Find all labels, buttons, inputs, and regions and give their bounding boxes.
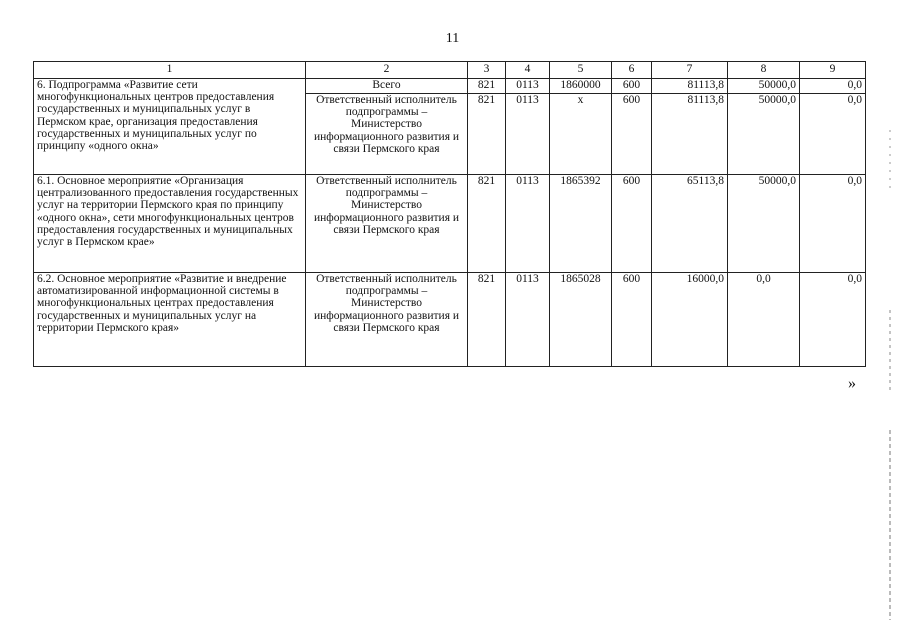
section-code-cell: 0113: [506, 273, 550, 367]
header-cell: 3: [468, 62, 506, 79]
amount-cell: 0,0: [800, 273, 866, 367]
amount-cell: 0,0: [800, 175, 866, 273]
amount-cell: 50000,0: [728, 94, 800, 175]
page-number: 11: [445, 31, 460, 46]
amount-cell: 81113,8: [652, 94, 728, 175]
target-code-cell: 1865392: [550, 175, 612, 273]
header-row: [34, 62, 866, 79]
amount-cell: 81113,8: [652, 79, 728, 94]
admin-code-cell: 821: [468, 94, 506, 175]
target-code-cell: 1860000: [550, 79, 612, 94]
program-name-cell: 6. Подпрограмма «Развитие сети многофункциональных центров предоставления государственных и муниципальных услуг в Пермском крае, организация предоставления государственных и муниципальных услуг по принципу «одного окна»: [34, 79, 306, 175]
executor-cell: Всего: [306, 79, 468, 94]
table-row: [34, 273, 866, 367]
amount-cell: 50000,0: [728, 175, 800, 273]
budget-table: [33, 61, 866, 367]
closing-quote: »: [848, 375, 856, 392]
header-cell: 6: [612, 62, 652, 79]
activity-name-cell: 6.2. Основное мероприятие «Развитие и внедрение автоматизированной информационной системы в многофункциональных центрах предоставления государственных и муниципальных услуг на территории Пермского края»: [34, 273, 306, 367]
admin-code-cell: 821: [468, 79, 506, 94]
section-code-cell: 0113: [506, 79, 550, 94]
header-cell: 8: [728, 62, 800, 79]
header-cell: 9: [800, 62, 866, 79]
amount-cell: 50000,0: [728, 79, 800, 94]
amount-cell: 0,0: [728, 273, 800, 367]
amount-cell: 16000,0: [652, 273, 728, 367]
expense-type-cell: 600: [612, 175, 652, 273]
header-cell: 2: [306, 62, 468, 79]
section-code-cell: 0113: [506, 175, 550, 273]
expense-type-cell: 600: [612, 79, 652, 94]
header-cell: 4: [506, 62, 550, 79]
scan-edge-marks: [889, 130, 891, 620]
target-code-cell: 1865028: [550, 273, 612, 367]
header-cell: 7: [652, 62, 728, 79]
amount-cell: 65113,8: [652, 175, 728, 273]
amount-cell: 0,0: [800, 94, 866, 175]
admin-code-cell: 821: [468, 273, 506, 367]
executor-cell: Ответственный исполнитель подпрограммы – Министерство информационного развития и связи Пермского края: [306, 175, 468, 273]
expense-type-cell: 600: [612, 273, 652, 367]
expense-type-cell: 600: [612, 94, 652, 175]
table-row: [34, 79, 866, 94]
admin-code-cell: 821: [468, 175, 506, 273]
section-code-cell: 0113: [506, 94, 550, 175]
executor-cell: Ответственный исполнитель подпрограммы – Министерство информационного развития и связи Пермского края: [306, 273, 468, 367]
executor-cell: Ответственный исполнитель подпрограммы – Министерство информационного развития и связи Пермского края: [306, 94, 468, 175]
header-cell: 5: [550, 62, 612, 79]
header-cell: 1: [34, 62, 306, 79]
activity-name-cell: 6.1. Основное мероприятие «Организация централизованного предоставления государственных услуг на территории Пермского края по принципу «одного окна», сети многофункциональных центров предоставления государственных и муниципальных услуг в Пермском крае»: [34, 175, 306, 273]
target-code-cell: х: [550, 94, 612, 175]
amount-cell: 0,0: [800, 79, 866, 94]
table-row: [34, 175, 866, 273]
